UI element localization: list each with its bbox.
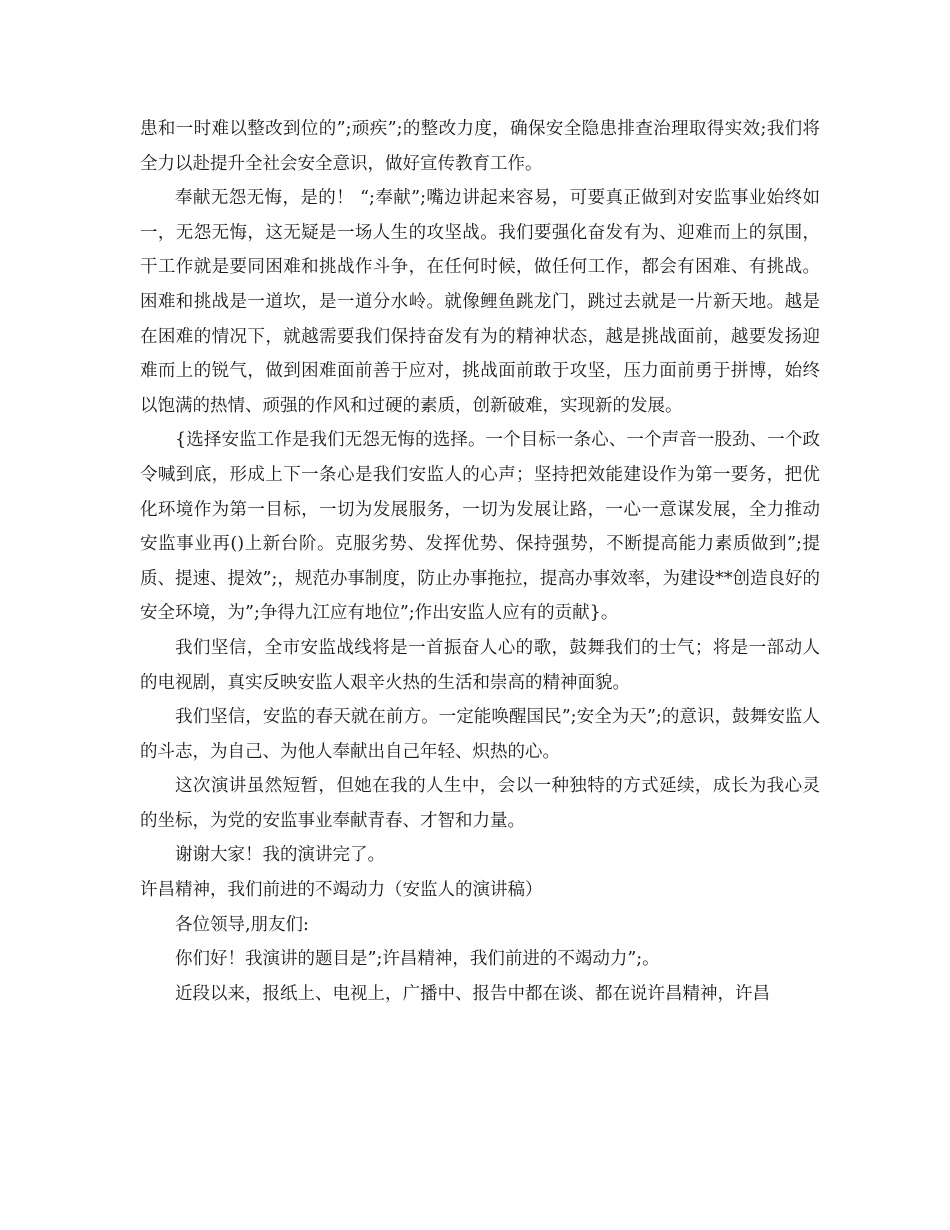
paragraph-greeting: 各位领导,朋友们: xyxy=(175,914,309,935)
paragraph-speech-short: 这次演讲虽然短暂，但她在我的人生中，会以一种独特的方式延续，成长为我心灵的坐标，为党的安监事业奉献青春、才智和力量。 xyxy=(140,776,820,831)
section-title: 许昌精神，我们前进的不竭动力（安监人的演讲稿） xyxy=(140,880,543,901)
paragraph-recently: 近段以来，报纸上、电视上，广播中、报告中都在谈、都在说许昌精神，许昌 xyxy=(175,983,770,1004)
paragraph-thanks: 谢谢大家！我的演讲完了。 xyxy=(175,845,385,866)
document-body xyxy=(140,112,820,1011)
paragraph-belief-song: 我们坚信，全市安监战线将是一首振奋人心的歌，鼓舞我们的士气；将是一部动人的电视剧，真实反映安监人艰辛火热的生活和崇高的精神面貌。 xyxy=(140,637,820,693)
paragraph-dedication: 奉献无怨无悔，是的！ “;奉献”;嘴边讲起来容易，可要真正做到对安监事业始终如一，无怨无悔，这无疑是一场人生的攻坚战。我们要强化奋发有为、迎难而上的氛围，干工作就是要同困难和挑战作斗争，在任何时候，做任何工作，都会有困难、有挑战。困难和挑战是一道坎，是一道分水岭。就像鲤鱼跳龙门，跳过去就是一片新天地。越是在困难的情况下，就越需要我们保持奋发有为的精神状态，越是挑战面前，越要发扬迎难而上的锐气，做到困难面前善于应对，挑战面前敢于攻坚，压力面前勇于拼博，始终以饱满的热情、顽强的作风和过硬的素质，创新破难，实现新的发展。 xyxy=(140,188,820,416)
paragraph-belief-spring: 我们坚信，安监的春天就在前方。一定能唤醒国民”;安全为天”;的意识，鼓舞安监人的斗志，为自己、为他人奉献出自己年轻、炽热的心。 xyxy=(140,707,820,762)
paragraph-continuation: 患和一时难以整改到位的”;顽疾”;的整改力度，确保安全隐患排查治理取得实效;我们将全力以赴提升全社会安全意识，做好宣传教育工作。 xyxy=(140,119,820,174)
paragraph-topic: 你们好！我演讲的题目是”;许昌精神，我们前进的不竭动力”;。 xyxy=(175,949,660,970)
paragraph-choice: {选择安监工作是我们无怨无悔的选择。一个目标一条心、一个声音一股劲、一个政令喊到底，形成上下一条心是我们安监人的心声；坚持把效能建设作为第一要务，把优化环境作为第一目标，一切为发展服务，一切为发展让路，一心一意谋发展，全力推动安监事业再()上新台阶。克服劣势、发挥优势、保持强势，不断提高能力素质做到”;提质、提速、提效”;，规范办事制度，防止办事拖拉，提高办事效率，为建设**创造良好的安全环境，为”;争得九江应有地位”;作出安监人应有的贡献}。 xyxy=(140,430,820,624)
